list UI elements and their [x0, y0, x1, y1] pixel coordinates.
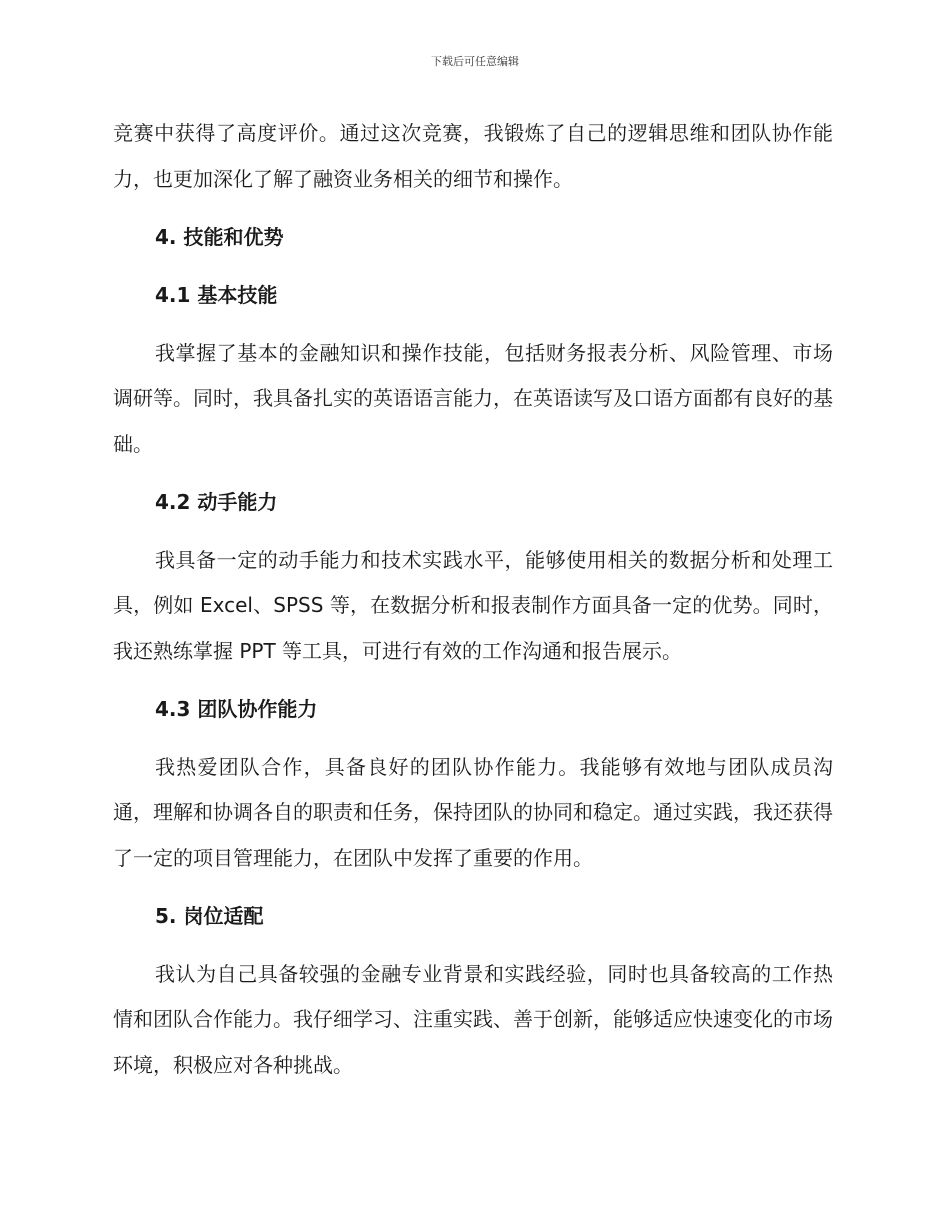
paragraph-basic-skills: 我掌握了基本的金融知识和操作技能，包括财务报表分析、风险管理、市场调研等。同时，我具备扎实的英语语言能力，在英语读写及口语方面都有良好的基础。: [113, 340, 833, 456]
page-header-note: 下载后可任意编辑: [431, 55, 519, 68]
subsection-heading-hands-on: 4.2 动手能力: [155, 489, 278, 514]
section-heading-job-fit: 5. 岗位适配: [155, 903, 264, 928]
paragraph-hands-on: 我具备一定的动手能力和技术实践水平，能够使用相关的数据分析和处理工具，例如 Excel、SPSS 等，在数据分析和报表制作方面具备一定的优势。同时，我还熟练掌握 PPT 等工具，可进行有效的工作沟通和报告展示。: [113, 547, 833, 663]
paragraph-teamwork: 我热爱团队合作，具备良好的团队协作能力。我能够有效地与团队成员沟通，理解和协调各自的职责和任务，保持团队的协同和稳定。通过实践，我还获得了一定的项目管理能力，在团队中发挥了重要的作用。: [113, 754, 833, 870]
section-heading-skills-advantages: 4. 技能和优势: [155, 224, 284, 249]
document-body: [113, 111, 833, 1101]
subsection-heading-teamwork: 4.3 团队协作能力: [155, 696, 318, 721]
paragraph-job-fit: 我认为自己具备较强的金融专业背景和实践经验，同时也具备较高的工作热情和团队合作能力。我仔细学习、注重实践、善于创新，能够适应快速变化的市场环境，积极应对各种挑战。: [113, 961, 833, 1077]
subsection-heading-basic-skills: 4.1 基本技能: [155, 282, 278, 307]
paragraph-competition-result: 竞赛中获得了高度评价。通过这次竞赛，我锻炼了自己的逻辑思维和团队协作能力，也更加深化了解了融资业务相关的细节和操作。: [113, 121, 833, 191]
